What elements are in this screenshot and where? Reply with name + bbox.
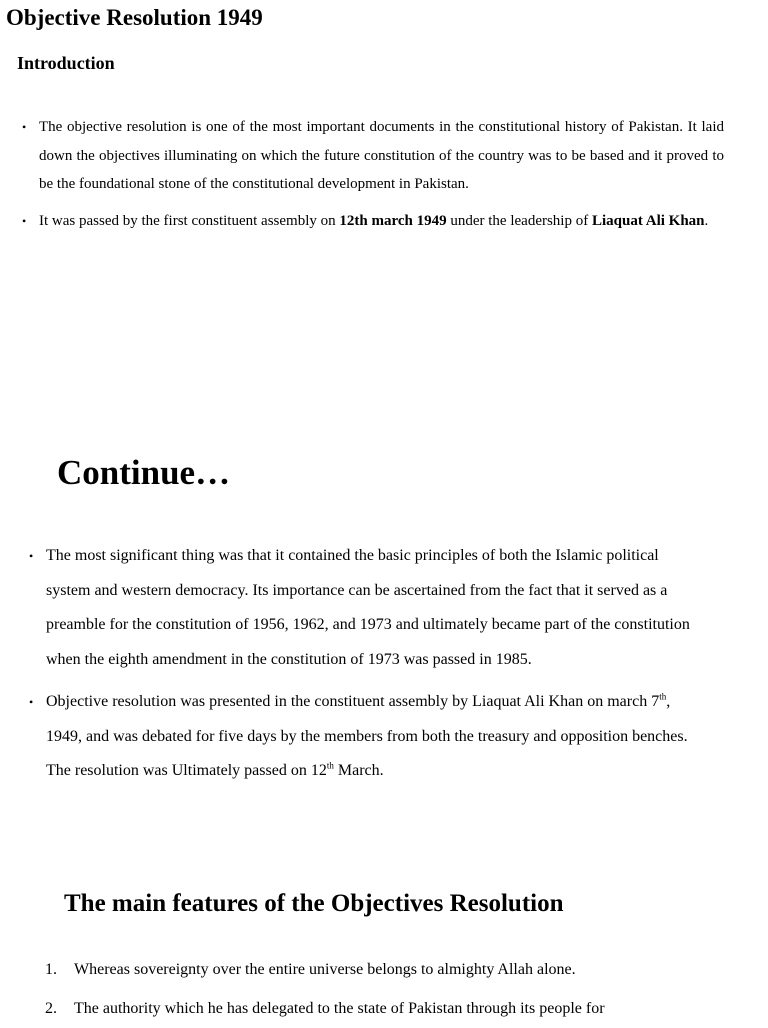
feature-text: Whereas sovereignty over the entire universe belongs to almighty Allah alone. — [74, 961, 576, 978]
continue-heading: Continue… — [57, 453, 231, 492]
bullet-icon: • — [29, 694, 34, 709]
list-item — [29, 539, 701, 678]
continue-bullet-text: , 1949, and was debated for five days by the members from both the treasury and opposition benches. The resolution was Ultimately passed on 12 — [46, 692, 688, 780]
document-title: Objective Resolution 1949 — [6, 5, 263, 30]
intro-bullet-text: It was passed by the first constituent assembly on — [39, 212, 340, 229]
continue-bullet-text: Objective resolution was presented in the constituent assembly by Liaquat Ali Khan on march 7 — [46, 692, 660, 710]
list-item — [45, 950, 725, 989]
intro-bullet-text: . — [704, 212, 709, 229]
bullet-icon: • — [22, 213, 27, 228]
ordinal-superscript: th — [326, 760, 334, 771]
intro-bullet-text: under the leadership of — [446, 212, 592, 229]
list-number: 1. — [45, 961, 57, 978]
list-number: 2. — [45, 1000, 57, 1017]
leader-name: Liaquat Ali Khan — [591, 212, 705, 229]
continue-bullet-text: March. — [333, 762, 384, 780]
continue-bullet-list — [29, 539, 701, 796]
bullet-icon: • — [29, 549, 34, 563]
feature-text: The authority which he has delegated to the state of Pakistan through its people for — [74, 1000, 605, 1017]
list-item — [45, 989, 725, 1028]
list-item — [22, 207, 724, 236]
continue-bullet-text: The most significant thing was that it contained the basic principles of both the Islamic political system and western democracy. Its importance can be ascertained from the fact that it served as a preamble for the constitution of 1956, 1962, and 1973 and ultimately became part of the constitution when the eighth amendment in the constitution of 1973 was passed in 1985. — [46, 547, 690, 669]
introduction-heading: Introduction — [17, 53, 115, 73]
ordinal-superscript: th — [659, 691, 667, 702]
introduction-bullet-list — [22, 113, 724, 243]
list-item — [22, 113, 724, 199]
passage-date: 12th march 1949 — [339, 212, 447, 229]
features-numbered-list — [45, 950, 725, 1028]
features-heading: The main features of the Objectives Resolution — [64, 890, 564, 917]
list-item — [29, 685, 701, 789]
intro-bullet-text: The objective resolution is one of the most important documents in the constitutional history of Pakistan. It laid down the objectives illuminating on which the future constitution of the country was to be based and it proved to be the foundational stone of the constitutional development in Pakistan. — [39, 119, 724, 192]
bullet-icon: • — [22, 120, 27, 134]
